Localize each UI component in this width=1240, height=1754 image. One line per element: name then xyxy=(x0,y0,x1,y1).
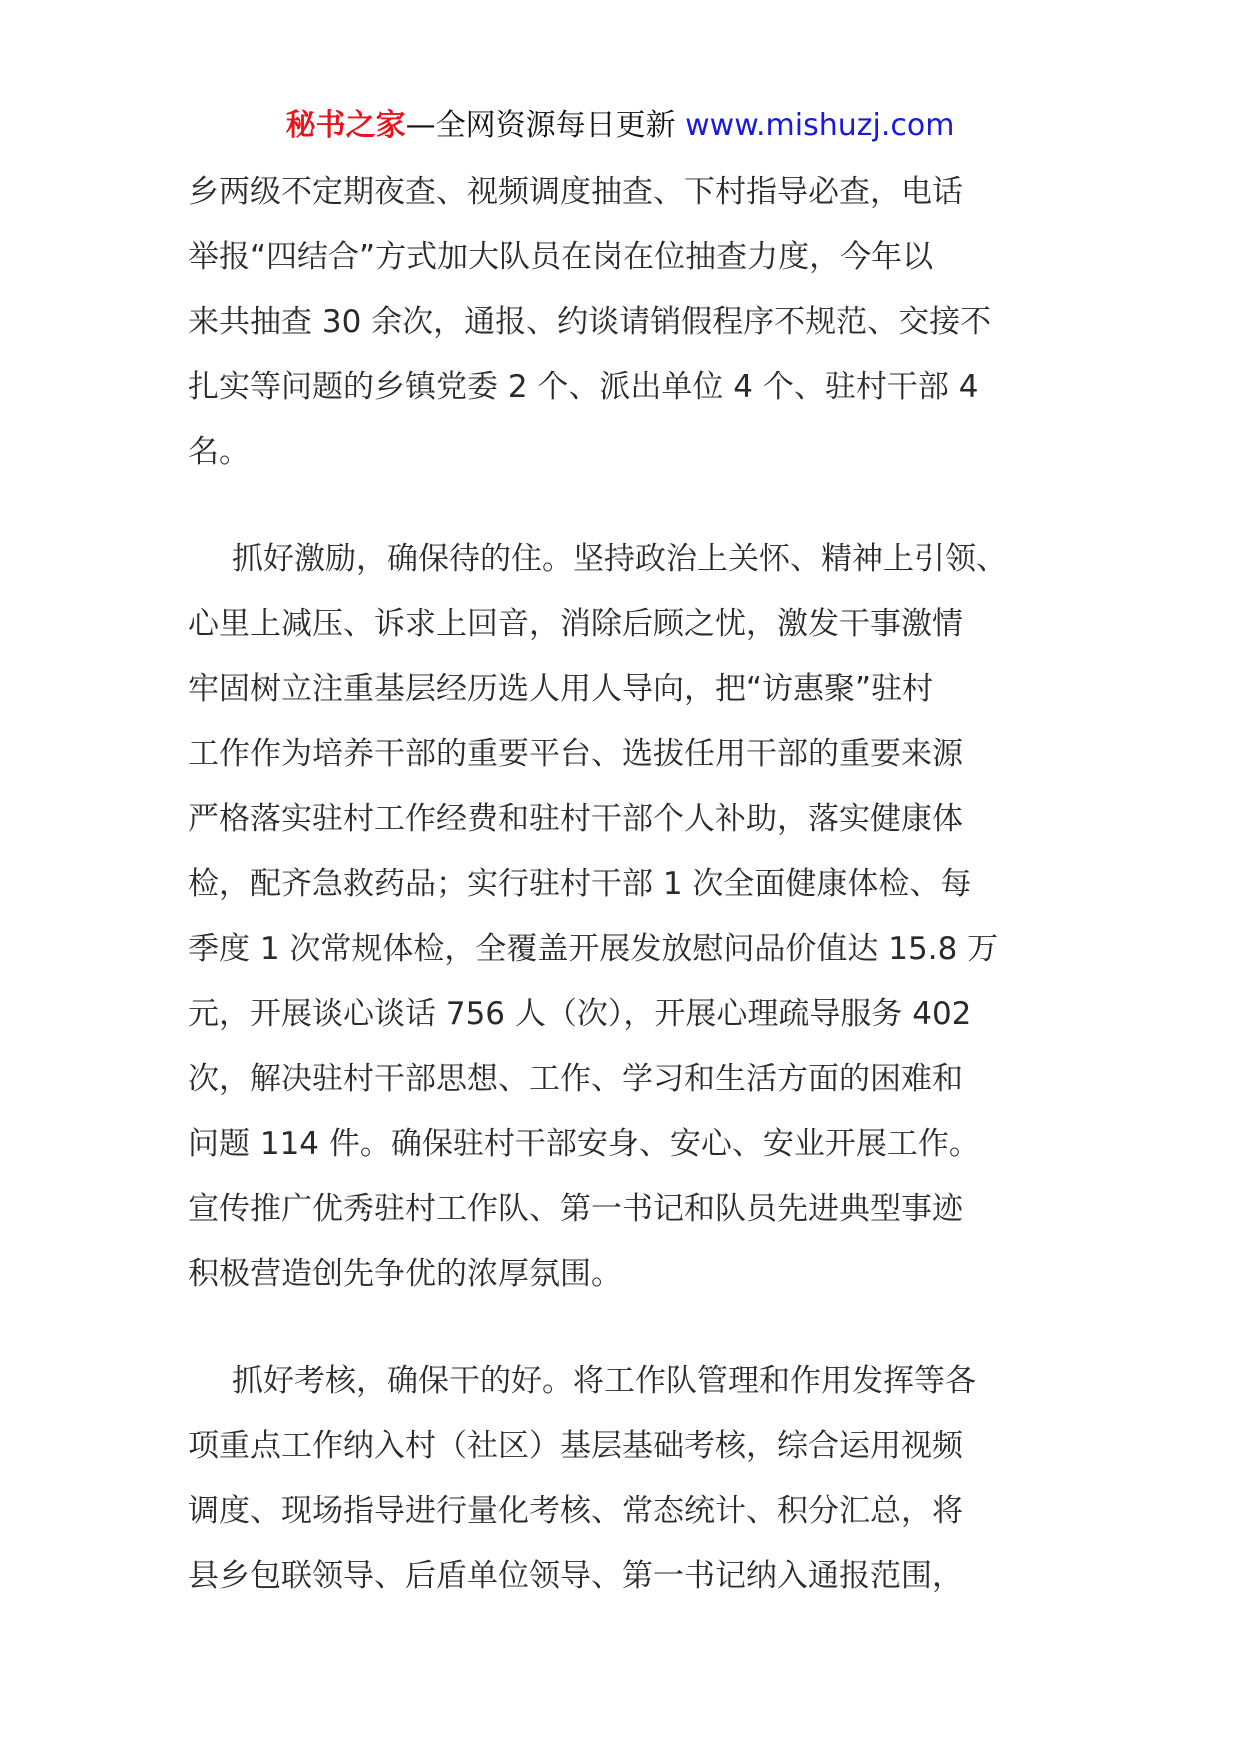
paragraph-1 xyxy=(188,160,1068,485)
paragraph-2 xyxy=(188,527,1068,1307)
text-line: 牢固树立注重基层经历选人用人导向，把“访惠聚”驻村 xyxy=(188,671,934,707)
text-line: 积极营造创先争优的浓厚氛围。 xyxy=(188,1256,622,1292)
paragraph-3 xyxy=(188,1349,1068,1609)
text-line: 问题 114 件。确保驻村干部安身、安心、安业开展工作。 xyxy=(188,1126,980,1162)
text-line: 工作作为培养干部的重要平台、选拔任用干部的重要来源 xyxy=(188,736,963,772)
text-line: 季度 1 次常规体检，全覆盖开展发放慰问品价值达 15.8 万 xyxy=(188,931,999,967)
text-line: 名。 xyxy=(188,434,250,470)
text-line: 来共抽查 30 余次，通报、约谈请销假程序不规范、交接不 xyxy=(188,304,992,340)
paragraph-spacer xyxy=(188,485,1068,527)
header-tagline: —全网资源每日更新 xyxy=(405,108,676,143)
document-body xyxy=(188,160,1068,1609)
text-line: 检，配齐急救药品；实行驻村干部 1 次全面健康体检、每 xyxy=(188,866,972,902)
text-line: 心里上减压、诉求上回音，消除后顾之忧，激发干事激情 xyxy=(188,606,963,642)
text-line: 抓好考核，确保干的好。将工作队管理和作用发挥等各 xyxy=(232,1363,976,1399)
paragraph-spacer xyxy=(188,1307,1068,1349)
text-line: 次，解决驻村干部思想、工作、学习和生活方面的困难和 xyxy=(188,1061,963,1097)
page-header xyxy=(0,104,1240,148)
text-line: 严格落实驻村工作经费和驻村干部个人补助，落实健康体 xyxy=(188,801,963,837)
brand-name: 秘书之家 xyxy=(285,108,406,143)
text-line: 调度、现场指导进行量化考核、常态统计、积分汇总，将 xyxy=(188,1493,963,1529)
text-line: 举报“四结合”方式加大队员在岗在位抽查力度，今年以 xyxy=(188,239,934,275)
text-line: 项重点工作纳入村（社区）基层基础考核，综合运用视频 xyxy=(188,1428,963,1464)
site-url: www.mishuzj.com xyxy=(685,108,955,143)
text-line: 抓好激励，确保待的住。坚持政治上关怀、精神上引领、 xyxy=(232,541,1007,577)
text-line: 扎实等问题的乡镇党委 2 个、派出单位 4 个、驻村干部 4 xyxy=(188,369,979,405)
text-line: 宣传推广优秀驻村工作队、第一书记和队员先进典型事迹 xyxy=(188,1191,963,1227)
text-line: 县乡包联领导、后盾单位领导、第一书记纳入通报范围， xyxy=(188,1558,963,1594)
text-line: 乡两级不定期夜查、视频调度抽查、下村指导必查，电话 xyxy=(188,174,963,210)
text-line: 元，开展谈心谈话 756 人（次），开展心理疏导服务 402 xyxy=(188,996,972,1032)
